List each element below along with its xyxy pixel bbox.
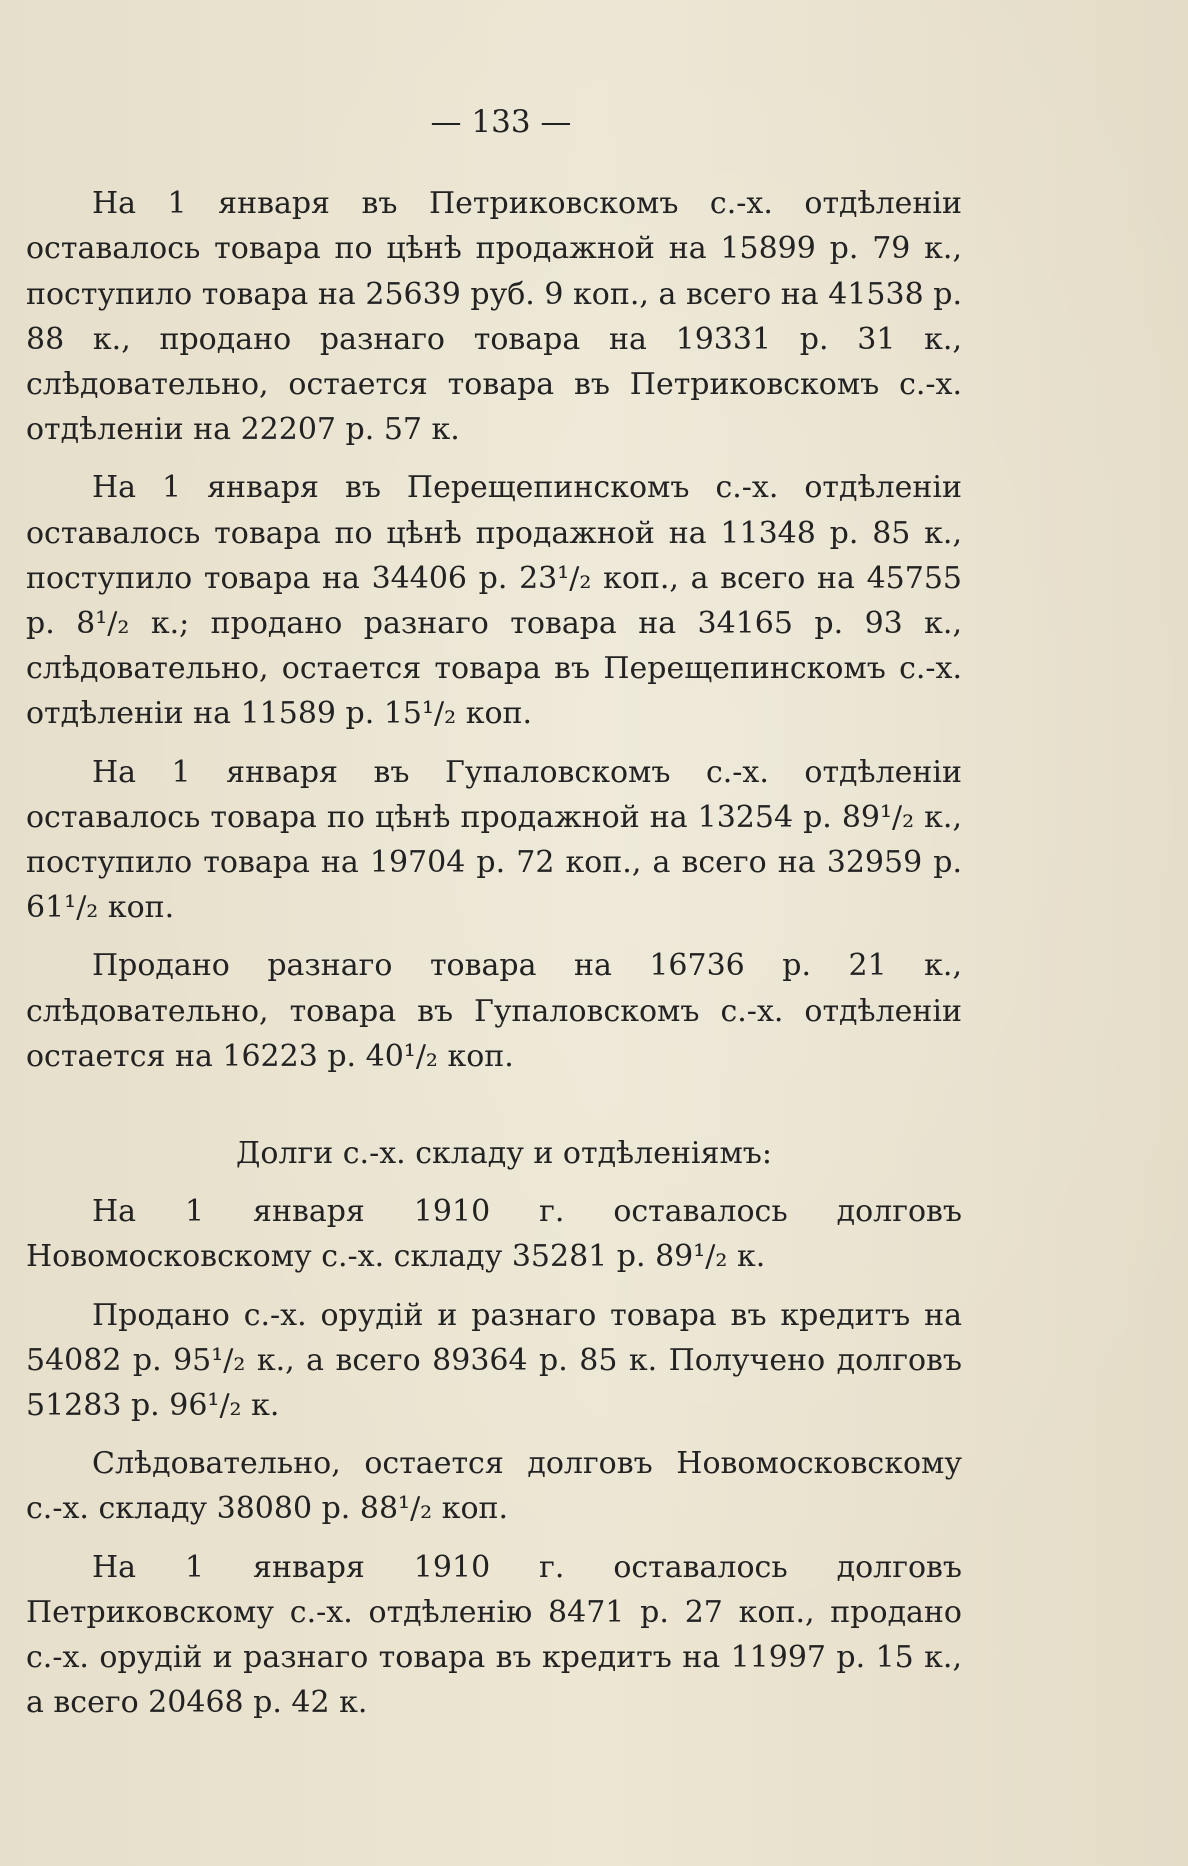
paragraph-debts-novomoskovsky: На 1 января 1910 г. оставалось долговъ Новомосковскому с.-х. складу 35281 р. 89¹/₂ к. xyxy=(26,1194,962,1275)
paragraph-debts-petrikovsky: На 1 января 1910 г. оставалось долговъ Петриковскому с.-х. отдѣленію 8471 р. 27 коп., продано с.-х. орудій и разнаго товара въ кредитъ на 11997 р. 15 к., а всего 20468 р. 42 к. xyxy=(26,1549,962,1721)
paragraph-remaining-debts: Слѣдовательно, остается долговъ Новомосковскому с.-х. складу 38080 р. 88¹/₂ коп. xyxy=(26,1446,962,1527)
section-heading: Долги с.-х. складу и отдѣленіямъ: xyxy=(236,1136,772,1172)
paragraph-gupalovsky-sales: Продано разнаго товара на 16736 р. 21 к., слѣдовательно, товара въ Гупаловскомъ с.-х. отдѣленіи остается на 16223 р. 40¹/₂ коп. xyxy=(26,948,962,1074)
paragraph-gupalovsky: На 1 января въ Гупаловскомъ с.-х. отдѣленіи оставалось товара по цѣнѣ продажной на 13254 р. 89¹/₂ к., поступило товара на 19704 р. 72 коп., а всего на 32959 р. 61¹/₂ коп. xyxy=(26,754,962,926)
paragraph-pereshchepinsky: На 1 января въ Перещепинскомъ с.-х. отдѣленіи оставалось товара по цѣнѣ продажной на 11348 р. 85 к., поступило товара на 34406 р. 23¹/₂ коп., а всего на 45755 р. 8¹/₂ к.; продано разнаго товара на 34165 р. 93 к., слѣдовательно, остается товара въ Перещепинскомъ с.-х. отдѣленіи на 11589 р. 15¹/₂ коп. xyxy=(26,470,962,732)
page-text xyxy=(26,100,962,1739)
page-number: — 133 — xyxy=(430,104,572,140)
paragraph-credit-sales: Продано с.-х. орудій и разнаго товара въ кредитъ на 54082 р. 95¹/₂ к., а всего 89364 р. 85 к. Получено долговъ 51283 р. 96¹/₂ к. xyxy=(26,1297,962,1424)
paragraph-petrikovsky: На 1 января въ Петриковскомъ с.-х. отдѣленіи оставалось товара по цѣнѣ продажной на 15899 р. 79 к., поступило товара на 25639 руб. 9 коп., а всего на 41538 р. 88 к., продано разнаго товара на 19331 р. 31 к., слѣдовательно, остается товара въ Петриковскомъ с.-х. отдѣленіи на 22207 р. 57 к. xyxy=(26,186,962,448)
